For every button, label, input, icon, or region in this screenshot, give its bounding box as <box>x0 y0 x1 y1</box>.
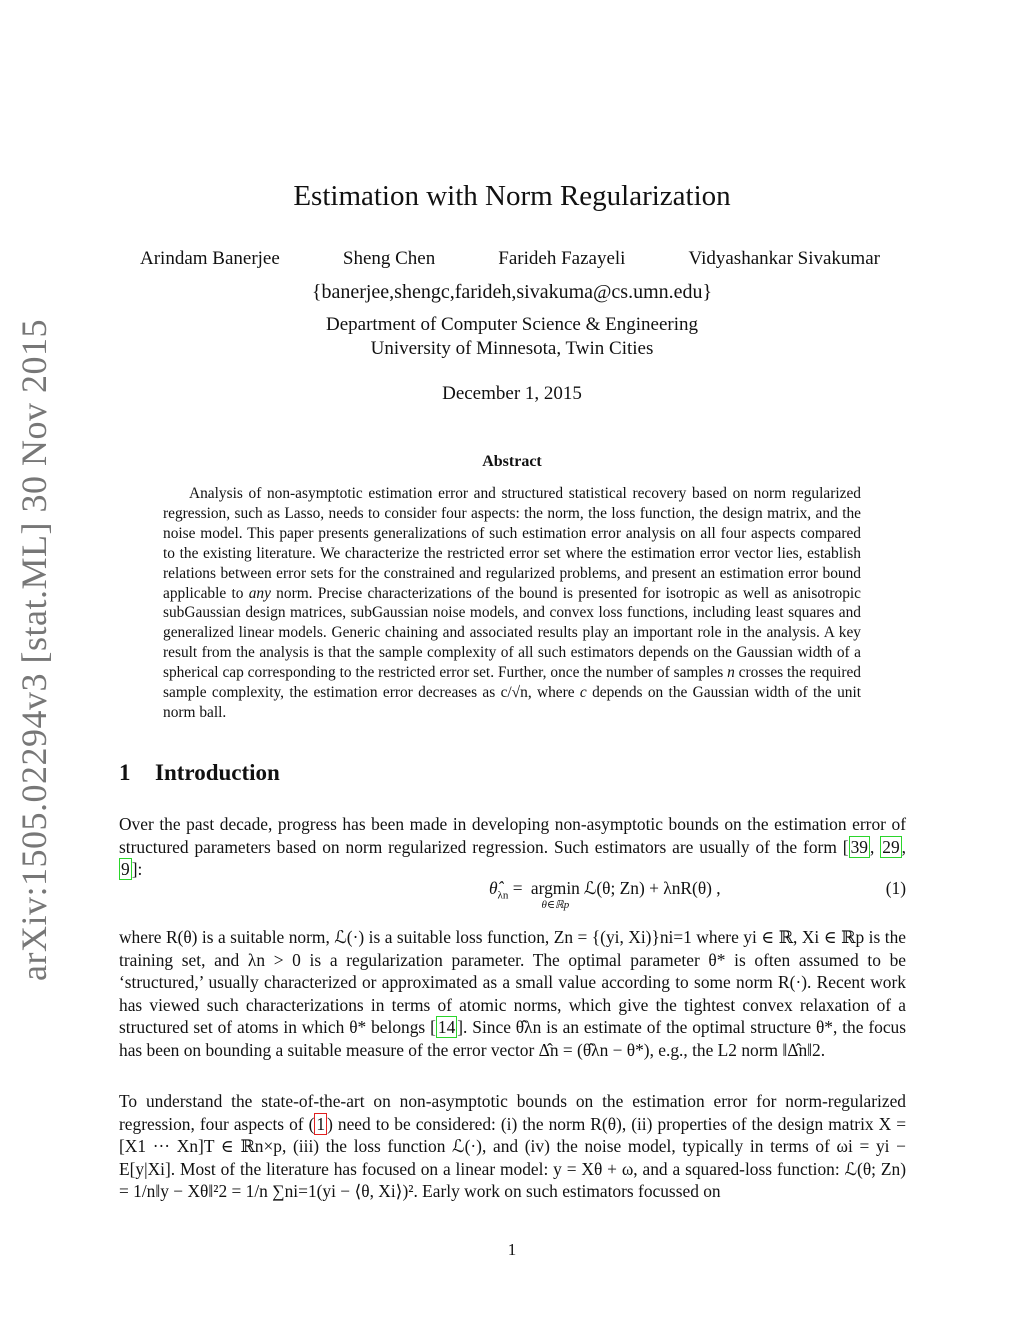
citation-link[interactable]: 29 <box>882 836 900 857</box>
equation-1 <box>119 876 906 918</box>
equation-body: $\thetâ_{\lambda n} = argmin$ θ∈ℝp ℒ(θ; Zn) + λnR(θ) , <box>489 878 721 911</box>
arxiv-side-label <box>2 319 66 981</box>
equation-reference-link[interactable]: 1 <box>316 1113 326 1134</box>
intro-paragraph-1: Over the past decade, progress has been made in developing non-asymptotic bounds on the estimation error of structured parameters based on norm regularized regression. Such estimators are usually of the form [ 39 , 29 , 9 ]: <box>119 814 906 880</box>
citation-link[interactable]: 39 <box>850 836 868 857</box>
author-name: Farideh Fazayeli <box>498 248 626 269</box>
affiliation-department: Department of Computer Science & Engineering <box>326 314 698 335</box>
page-number: 1 <box>507 1240 517 1259</box>
author-name: Vidyashankar Sivakumar <box>688 248 880 269</box>
author-name: Sheng Chen <box>342 248 436 269</box>
arxiv-identifier: arXiv:1505.02294v3 [stat.ML] 30 Nov 2015 <box>14 319 54 981</box>
fraction-c-over-sqrt-n: c/√n <box>500 684 528 702</box>
paper-date: December 1, 2015 <box>442 383 582 404</box>
author-list <box>140 248 880 270</box>
section-title: Introduction <box>155 760 280 785</box>
affiliation-university: University of Minnesota, Twin Cities <box>370 338 654 359</box>
abstract-text: Analysis of non-asymptotic estimation error and structured statistical recovery based on norm regularized regression, such as Lasso, needs to consider four aspects: the norm, the loss function, the design matrix, and the noise model. This paper presents generalizations of such estimation error analysis on all four aspects compared to the existing literature. We characterize the restricted error set where the estimation error vector lies, establish relations between error sets for the constrained and regularized problems, and present an estimation error bound applicable to any norm. Precise characterizations of the bound is presented for isotropic as well as anisotropic subGaussian design matrices, subGaussian noise models, and convex loss functions, including least squares and generalized linear models. Generic chaining and associated results play an important role in the analysis. A key result from the analysis is that the sample complexity of all such estimators depends on the Gaussian width of a spherical cap corresponding to the restricted error set. Further, once the number of samples n crosses the required sample complexity, the estimation error decreases as c/√n, where c depends on the Gaussian width of the unit norm ball. <box>163 485 862 721</box>
paper-title: Estimation with Norm Regularization <box>293 180 731 212</box>
author-name: Arindam Banerjee <box>140 248 280 269</box>
section-number: 1 <box>119 760 131 785</box>
citation-link[interactable]: 14 <box>437 1017 456 1038</box>
intro-paragraph-3: To understand the state-of-the-art on non-asymptotic bounds on the estimation error for norm-regularized regression, four aspects of ( 1 ) need to be considered: (i) the norm R(θ), (ii) properties of the design matrix X = [X1 ··· Xn]T ∈ ℝn×p, (iii) the loss function ℒ(·), and (iv) the noise model, typically in terms of ωi = yi − E[y|Xi]. Most of the literature has focused on a linear model: y = Xθ + ω, and a squared-loss function: ℒ(θ; Zn) = 1/n‖y − Xθ‖²2 = 1/n ∑ni=1(yi − ⟨θ, Xi⟩)². Early work on such estimators focussed on <box>119 1091 906 1202</box>
equation-number: (1) <box>885 878 906 898</box>
author-emails: {banerjee,shengc,farideh,sivakuma@cs.umn.edu} <box>311 281 713 303</box>
section-heading-introduction <box>119 760 280 786</box>
abstract-heading: Abstract <box>482 453 542 470</box>
intro-paragraph-2: where R(θ) is a suitable norm, ℒ(·) is a suitable loss function, Zn = {(yi, Xi)}ni=1 where yi ∈ ℝ, Xi ∈ ℝp is the training set, and λn > 0 is a regularization parameter. The optimal parameter θ* is often assumed to be ‘structured,’ usually characterized or approximated as a small value according to some norm R(·). Recent work has viewed such characterizations in terms of atomic norms, which give the tightest convex relaxation of a structured set of atoms in which θ* belongs [ 14 ]. Since θ̂λn is an estimate of the optimal structure θ*, the focus has been on bounding a suitable measure of the error vector Δ̂n = (θ̂λn − θ*), e.g., the L2 norm ‖Δ̂n‖2. <box>119 927 907 1060</box>
citation-link[interactable]: 9 <box>121 859 130 880</box>
